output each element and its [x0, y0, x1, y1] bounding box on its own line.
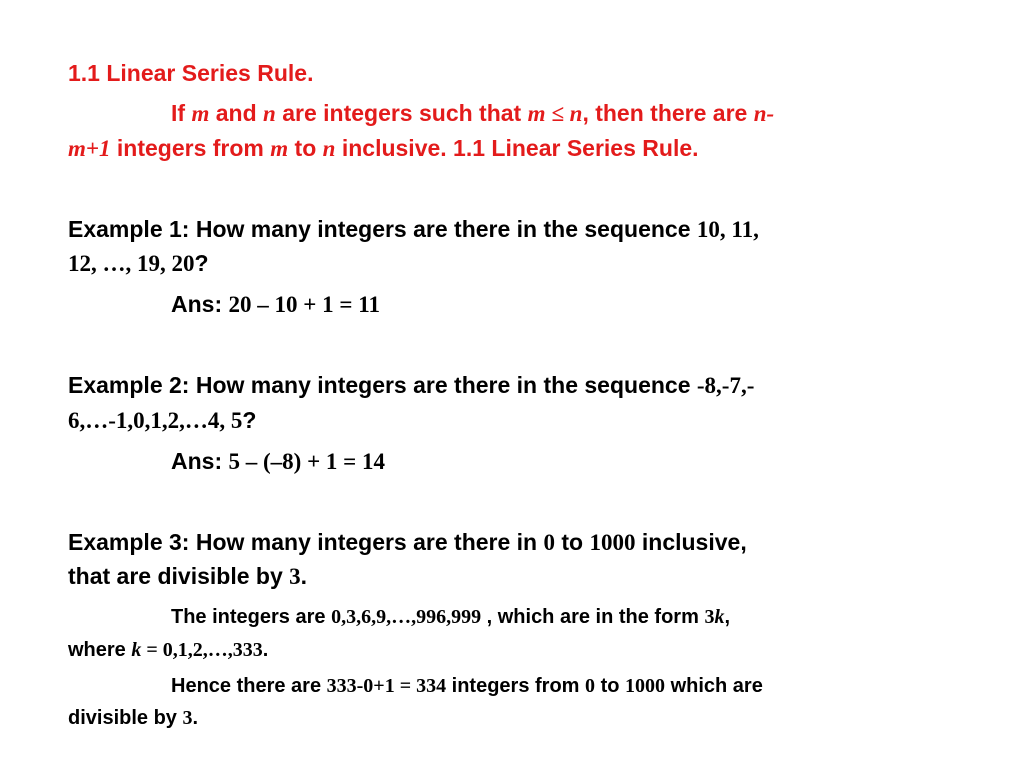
solution-form-var: k: [714, 606, 725, 628]
rule-line-2: [68, 137, 699, 160]
example3-number: 1000: [589, 530, 636, 555]
rule-text: to: [288, 135, 323, 161]
solution-text: which are: [665, 675, 763, 697]
solution-text: .: [262, 639, 269, 661]
example1-question-line-1: [68, 218, 759, 241]
solution-number: 1000: [625, 675, 666, 697]
example2-question-line-2: [68, 409, 256, 432]
example2-answer-value: 5 – (–8) + 1 = 14: [228, 449, 386, 474]
rule-text: If: [171, 100, 192, 126]
solution-text: , which are in the form: [481, 606, 705, 628]
example2-sequence: 6,…-1,0,1,2,…4, 5: [68, 408, 243, 433]
example1-answer-value: 20 – 10 + 1 = 11: [228, 292, 380, 317]
question-mark: ?: [194, 250, 209, 276]
example2-question: Example 2: How many integers are there in the sequence: [68, 372, 697, 398]
answer-label: Ans:: [171, 291, 229, 317]
example2-sequence: -8,-7,-: [696, 373, 755, 398]
rule-count-expression: m+1: [68, 136, 111, 161]
solution-text: .: [192, 707, 199, 729]
example3-number: 0: [543, 530, 555, 555]
solution-text: Hence there are: [171, 675, 327, 697]
example1-question-line-2: [68, 252, 209, 275]
answer-label: Ans:: [171, 448, 229, 474]
example3-solution-line-4: [68, 708, 198, 728]
solution-text: The integers are: [171, 606, 332, 628]
rule-text: inclusive. 1.1 Linear Series Rule.: [335, 135, 699, 161]
solution-var-k: k: [131, 639, 142, 661]
example1-sequence: 10, 11,: [696, 217, 759, 242]
example3-question: that are divisible by: [68, 563, 290, 589]
solution-calculation: 333-0+1 = 334: [326, 675, 447, 697]
solution-form: 3: [704, 606, 715, 628]
rule-text: and: [209, 100, 264, 126]
solution-text: integers from: [446, 675, 586, 697]
rule-condition: m ≤ n: [527, 101, 583, 126]
question-mark: ?: [242, 407, 257, 433]
solution-number: 0: [585, 675, 596, 697]
rule-count-expression: n-: [753, 101, 775, 126]
example3-solution-line-1: [171, 607, 730, 627]
rule-var-m: m: [191, 101, 210, 126]
solution-text: to: [595, 675, 626, 697]
example3-text: to: [555, 529, 590, 555]
example1-answer: [171, 293, 380, 316]
example3-question-line-2: [68, 565, 307, 588]
rule-text: integers from: [110, 135, 271, 161]
solution-number: 3: [182, 707, 193, 729]
example3-solution-line-3: [171, 676, 763, 696]
rule-var-n: n: [263, 101, 276, 126]
example3-text: .: [300, 563, 308, 589]
example3-question: Example 3: How many integers are there in: [68, 529, 544, 555]
example2-question-line-1: [68, 374, 754, 397]
example3-solution-line-2: [68, 640, 268, 660]
solution-text: divisible by: [68, 707, 183, 729]
rule-var-m: m: [270, 136, 289, 161]
solution-text: ,: [724, 606, 730, 628]
example1-question: Example 1: How many integers are there in the sequence: [68, 216, 697, 242]
example2-answer: [171, 450, 385, 473]
rule-line-1: [171, 102, 774, 125]
solution-sequence: 0,3,6,9,…,996,999: [331, 606, 482, 628]
rule-title: 1.1 Linear Series Rule.: [68, 60, 314, 86]
solution-k-values: = 0,1,2,…,333: [141, 639, 263, 661]
example3-text: inclusive,: [635, 529, 747, 555]
example1-sequence: 12, …, 19, 20: [68, 251, 195, 276]
rule-text: , then there are: [582, 100, 754, 126]
solution-text: where: [68, 639, 132, 661]
rule-text: are integers such that: [275, 100, 528, 126]
example3-question-line-1: [68, 531, 747, 554]
rule-var-n: n: [322, 136, 336, 161]
example3-number: 3: [289, 564, 301, 589]
